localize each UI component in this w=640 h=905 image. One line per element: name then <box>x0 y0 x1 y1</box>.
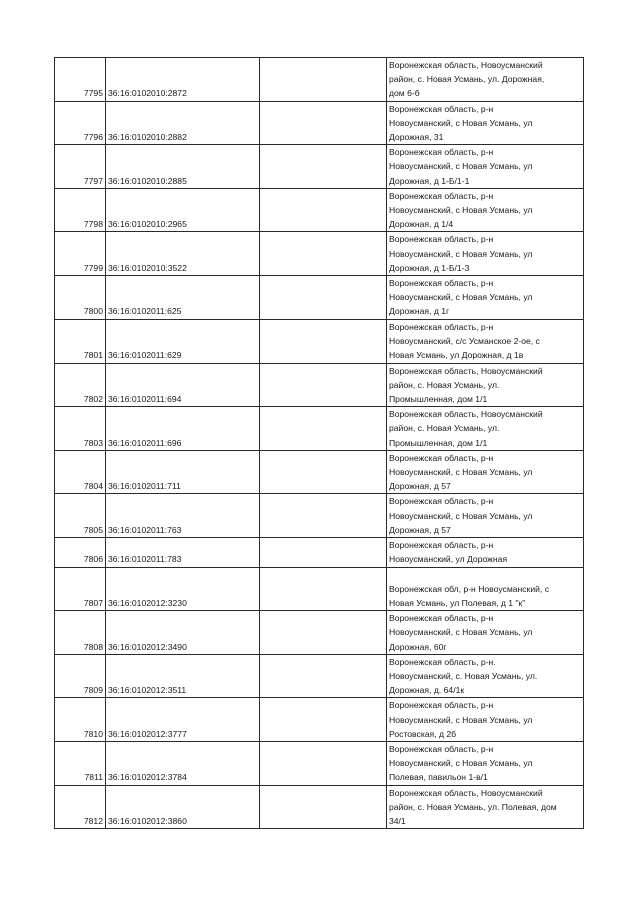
address-cell <box>387 654 584 698</box>
address-line: Новоусманский, с Новая Усмань, ул <box>389 758 533 769</box>
address-cell <box>387 101 584 145</box>
empty-cell <box>260 785 387 829</box>
empty-cell <box>260 58 387 102</box>
row-number-cell: 7796 <box>55 101 106 145</box>
address-cell <box>387 363 584 407</box>
cadastral-number-cell: 36:16:0102011:711 <box>106 450 260 494</box>
address-line: Промышленная, дом 1/1 <box>389 394 488 405</box>
address-cell <box>387 611 584 655</box>
cadastral-number-cell: 36:16:0102012:3230 <box>106 567 260 611</box>
cadastral-number-cell: 36:16:0102010:2882 <box>106 101 260 145</box>
address-line: Дорожная, д 1-Б/1-1 <box>389 175 470 186</box>
address-line: Воронежская область, р-н. <box>389 656 496 667</box>
table-row <box>55 538 584 567</box>
address-cell <box>387 188 584 232</box>
table-row <box>55 232 584 276</box>
cadastral-number-cell: 36:16:0102011:629 <box>106 319 260 363</box>
address-line: Новоусманский, с Новая Усмань, ул <box>389 292 533 303</box>
address-cell <box>387 407 584 451</box>
address-line: Новая Усмань, ул Полевая, д 1 "к" <box>389 597 526 608</box>
address-line: Воронежская область, р-н <box>389 743 494 754</box>
address-line: Дорожная, д 57 <box>389 481 451 492</box>
address-line: Промышленная, дом 1/1 <box>389 437 488 448</box>
address-cell <box>387 494 584 538</box>
table-row <box>55 654 584 698</box>
table-row <box>55 407 584 451</box>
address-line: Дорожная, д 57 <box>389 524 451 535</box>
empty-cell <box>260 698 387 742</box>
address-line: район, с. Новая Усмань, ул. Полевая, дом <box>389 801 557 812</box>
row-number-cell: 7801 <box>55 319 106 363</box>
cadastral-number-cell: 36:16:0102012:3490 <box>106 611 260 655</box>
address-line: Новоусманский, с Новая Усмань, ул <box>389 627 533 638</box>
row-number-cell: 7807 <box>55 567 106 611</box>
address-line: Воронежская область, Новоусманский <box>389 60 543 70</box>
table-row <box>55 450 584 494</box>
cadastral-number-cell: 36:16:0102010:2965 <box>106 188 260 232</box>
address-cell <box>387 276 584 320</box>
table-row <box>55 567 584 611</box>
address-line: Воронежская область, р-н <box>389 322 494 333</box>
table-row <box>55 276 584 320</box>
cadastral-number-cell: 36:16:0102010:2885 <box>106 145 260 189</box>
address-line: Дорожная, 60г <box>389 641 447 652</box>
empty-cell <box>260 538 387 567</box>
row-number-cell: 7806 <box>55 538 106 567</box>
address-line: 34/1 <box>389 815 406 826</box>
address-line: Дорожная, д 1г <box>389 306 450 317</box>
address-line: Воронежская область, Новоусманский <box>389 365 543 376</box>
cadastral-number-cell: 36:16:0102011:696 <box>106 407 260 451</box>
empty-cell <box>260 494 387 538</box>
address-line: Дорожная, 31 <box>389 132 444 143</box>
table-row <box>55 101 584 145</box>
table-row <box>55 319 584 363</box>
address-line: Новоусманский, с Новая Усмань, ул <box>389 714 533 725</box>
address-line: Новоусманский, с Новая Усмань, ул <box>389 161 533 172</box>
address-line: Новоусманский, с. Новая Усмань, ул. <box>389 670 538 681</box>
address-line: район, с. Новая Усмань, ул. <box>389 423 500 434</box>
cadastral-number-cell: 36:16:0102010:2872 <box>106 58 260 102</box>
address-line: Воронежская область, р-н <box>389 613 494 624</box>
row-number-cell: 7798 <box>55 188 106 232</box>
address-cell <box>387 232 584 276</box>
table-row <box>55 611 584 655</box>
address-cell <box>387 450 584 494</box>
address-cell <box>387 145 584 189</box>
row-number-cell: 7802 <box>55 363 106 407</box>
address-cell <box>387 785 584 829</box>
empty-cell <box>260 450 387 494</box>
row-number-cell: 7799 <box>55 232 106 276</box>
address-line: Дорожная, д 1-Б/1-3 <box>389 262 470 273</box>
row-number-cell: 7795 <box>55 58 106 102</box>
address-line: Воронежская область, р-н <box>389 147 494 158</box>
address-line: район, с. Новая Усмань, ул. <box>389 379 500 390</box>
address-line: район, с. Новая Усмань, ул. Дорожная, <box>389 74 545 85</box>
address-cell <box>387 741 584 785</box>
address-line: Новоусманский, с Новая Усмань, ул <box>389 117 533 128</box>
address-line: Новоусманский, с Новая Усмань, ул <box>389 467 533 478</box>
row-number-cell: 7805 <box>55 494 106 538</box>
address-line: Ростовская, д 2б <box>389 728 457 739</box>
address-line: Новоусманский, ул Дорожная <box>389 554 508 565</box>
address-line: Новоусманский, с Новая Усмань, ул <box>389 248 533 259</box>
table-row <box>55 785 584 829</box>
table-row <box>55 58 584 102</box>
cadastral-number-cell: 36:16:0102012:3511 <box>106 654 260 698</box>
row-number-cell: 7797 <box>55 145 106 189</box>
address-cell <box>387 698 584 742</box>
address-line: Новоусманский, с Новая Усмань, ул <box>389 205 533 216</box>
cadastral-number-cell: 36:16:0102011:694 <box>106 363 260 407</box>
row-number-cell: 7803 <box>55 407 106 451</box>
table-row <box>55 741 584 785</box>
address-line: Воронежская область, р-н <box>389 452 494 463</box>
empty-cell <box>260 567 387 611</box>
row-number-cell: 7810 <box>55 698 106 742</box>
table-row <box>55 145 584 189</box>
address-line: Воронежская область, Новоусманский <box>389 409 543 420</box>
table-row <box>55 188 584 232</box>
address-line: Воронежская область, р-н <box>389 540 494 551</box>
empty-cell <box>260 232 387 276</box>
address-line: Воронежская область, р-н <box>389 234 494 245</box>
address-line: Воронежская область, р-н <box>389 496 494 507</box>
empty-cell <box>260 319 387 363</box>
address-line: Воронежская обл, р-н Новоусманский, с <box>389 583 549 594</box>
address-line: Воронежская область, Новоусманский <box>389 787 543 798</box>
address-cell <box>387 319 584 363</box>
empty-cell <box>260 654 387 698</box>
address-line: Дорожная, д. 64/1к <box>389 685 465 696</box>
address-line: Воронежская область, р-н <box>389 700 494 711</box>
row-number-cell: 7809 <box>55 654 106 698</box>
cadastral-number-cell: 36:16:0102011:783 <box>106 538 260 567</box>
address-line: Воронежская область, р-н <box>389 103 494 114</box>
empty-cell <box>260 276 387 320</box>
empty-cell <box>260 611 387 655</box>
empty-cell <box>260 407 387 451</box>
row-number-cell: 7808 <box>55 611 106 655</box>
address-line: Полевая, павильон 1-в/1 <box>389 772 488 783</box>
cadastral-registry-table <box>54 57 584 829</box>
row-number-cell: 7804 <box>55 450 106 494</box>
row-number-cell: 7800 <box>55 276 106 320</box>
row-number-cell: 7811 <box>55 741 106 785</box>
cadastral-number-cell: 36:16:0102012:3777 <box>106 698 260 742</box>
row-number-cell: 7812 <box>55 785 106 829</box>
address-line <box>389 568 581 582</box>
address-line: Дорожная, д 1/4 <box>389 219 454 230</box>
registry-table-body <box>55 58 584 829</box>
cadastral-number-cell: 36:16:0102011:763 <box>106 494 260 538</box>
table-row <box>55 698 584 742</box>
empty-cell <box>260 363 387 407</box>
address-line: Новоусманский, с Новая Усмань, ул <box>389 510 533 521</box>
cadastral-number-cell: 36:16:0102012:3860 <box>106 785 260 829</box>
address-line: дом 6-б <box>389 88 420 99</box>
address-cell <box>387 567 584 611</box>
empty-cell <box>260 145 387 189</box>
address-cell <box>387 538 584 567</box>
empty-cell <box>260 188 387 232</box>
address-line: Новая Усмань, ул Дорожная, д 1в <box>389 350 524 361</box>
address-line: Воронежская область, р-н <box>389 190 494 201</box>
empty-cell <box>260 741 387 785</box>
table-row <box>55 494 584 538</box>
cadastral-number-cell: 36:16:0102012:3784 <box>106 741 260 785</box>
cadastral-number-cell: 36:16:0102011:625 <box>106 276 260 320</box>
address-line: Новоусманский, с/с Усманское 2-ое, с <box>389 336 540 347</box>
cadastral-number-cell: 36:16:0102010:3522 <box>106 232 260 276</box>
empty-cell <box>260 101 387 145</box>
address-line: Воронежская область, р-н <box>389 278 494 289</box>
table-row <box>55 363 584 407</box>
address-cell <box>387 58 584 102</box>
